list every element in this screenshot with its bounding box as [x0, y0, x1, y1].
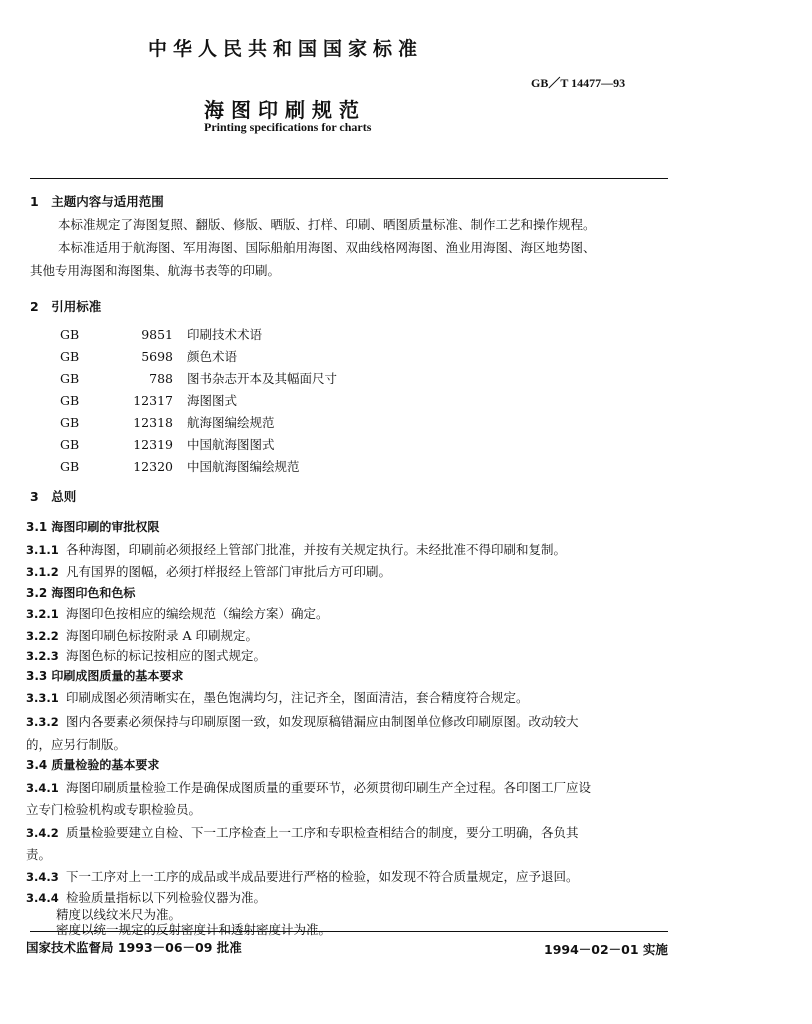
clause-3-4-4-line-1: 精度以线纹米尺为准。	[56, 907, 182, 922]
clause-text: 海图印刷质量检验工作是确保成图质量的重要环节，必须贯彻印刷生产全过程。各印图工厂应设	[65, 780, 591, 795]
clause-text: 海图印色按相应的编绘规范（编绘方案）确定。	[65, 606, 329, 621]
reference-code: GB	[60, 415, 80, 430]
clause-3-3-2	[26, 712, 579, 730]
reference-code: GB	[60, 459, 80, 474]
clause-text: 检验质量指标以下列检验仪器为准。	[65, 890, 266, 905]
clause-text: 印刷成图必须清晰实在，墨色饱满均匀，注记齐全，图面清洁，套合精度符合规定。	[65, 690, 529, 705]
clause-3-2-2	[26, 626, 258, 644]
bottom-divider	[30, 931, 668, 932]
issuing-authority: 中华人民共和国国家标准	[148, 38, 424, 60]
section-1-paragraph-2: 本标准适用于航海图、军用海图、国际船舶用海图、双曲线格网海图、渔业用海图、海区地势图、	[58, 240, 596, 255]
subsection-3-4-heading: 3.4 质量检验的基本要求	[26, 758, 160, 772]
clause-text: 海图印刷色标按附录 A 印刷规定。	[65, 628, 258, 643]
clause-number: 3.3.2	[26, 715, 59, 729]
reference-title: 中国航海图编绘规范	[187, 459, 300, 474]
clause-number: 3.4.3	[26, 870, 59, 884]
reference-item	[60, 435, 275, 453]
clause-text: 各种海图，印刷前必须报经上管部门批准，并按有关规定执行。未经批准不得印刷和复制。	[65, 542, 566, 557]
section-3-heading: 3 总则	[30, 489, 77, 504]
clause-3-4-1	[26, 778, 591, 796]
reference-title: 图书杂志开本及其幅面尺寸	[187, 371, 338, 386]
clause-number: 3.4.4	[26, 891, 59, 905]
section-1-heading: 1 主题内容与适用范围	[30, 194, 164, 209]
clause-number: 3.1.2	[26, 565, 59, 579]
clause-number: 3.3.1	[26, 691, 59, 705]
clause-text: 下一工序对上一工序的成品或半成品要进行严格的检验，如发现不符合质量规定，应予退回。	[65, 869, 579, 884]
reference-item	[60, 347, 237, 365]
clause-number: 3.1.1	[26, 543, 59, 557]
clause-text: 图内各要素必须保持与印刷原图一致，如发现原稿错漏应由制图单位修改印刷原图。改动较大	[65, 714, 579, 729]
reference-code: GB	[60, 327, 80, 342]
clause-3-4-1-cont: 立专门检验机构或专职检验员。	[26, 802, 202, 817]
clause-3-2-3	[26, 646, 266, 664]
reference-number: 788	[149, 371, 173, 386]
section-1-paragraph-1: 本标准规定了海图复照、翻版、修版、晒版、打样、印刷、晒图质量标准、制作工艺和操作规程。	[58, 217, 596, 232]
reference-item	[60, 457, 300, 475]
section-2-heading: 2 引用标准	[30, 299, 102, 314]
clause-number: 3.2.1	[26, 607, 59, 621]
reference-item	[60, 325, 262, 343]
reference-item	[60, 413, 275, 431]
reference-title: 中国航海图图式	[187, 437, 275, 452]
clause-text: 海图色标的标记按相应的图式规定。	[65, 648, 266, 663]
reference-code: GB	[60, 371, 80, 386]
clause-number: 3.2.2	[26, 629, 59, 643]
clause-text: 凡有国界的图幅，必须打样报经上管部门审批后方可印刷。	[65, 564, 391, 579]
reference-title: 颜色术语	[187, 349, 238, 364]
reference-number: 5698	[141, 349, 173, 364]
clause-3-1-1	[26, 540, 566, 558]
clause-text: 质量检验要建立自检、下一工序检查上一工序和专职检查相结合的制度，要分工明确，各负其	[65, 825, 579, 840]
reference-item	[60, 391, 237, 409]
subsection-3-1-heading: 3.1 海图印刷的审批权限	[26, 520, 160, 534]
clause-3-4-4	[26, 888, 266, 906]
top-divider	[30, 178, 668, 179]
reference-code: GB	[60, 437, 80, 452]
reference-item	[60, 369, 337, 387]
document-title: 海图印刷规范	[204, 98, 366, 122]
reference-number: 12319	[133, 437, 173, 452]
subsection-3-3-heading: 3.3 印刷成图质量的基本要求	[26, 669, 184, 683]
reference-code: GB	[60, 349, 80, 364]
approval-note: 国家技术监督局 1993－06－09 批准	[26, 940, 242, 955]
clause-3-3-2-cont: 的，应另行制版。	[26, 737, 127, 752]
implementation-date: 1994－02－01 实施	[544, 942, 668, 957]
reference-number: 9851	[141, 327, 173, 342]
clause-3-4-2-cont: 责。	[26, 847, 52, 862]
section-1-paragraph-2-cont: 其他专用海图和海图集、航海书表等的印刷。	[30, 263, 281, 278]
subsection-3-2-heading: 3.2 海图印色和色标	[26, 586, 136, 600]
reference-title: 海图图式	[187, 393, 238, 408]
standard-number: GB／T 14477—93	[531, 76, 626, 90]
clause-3-3-1	[26, 688, 529, 706]
clause-3-4-4-line-2: 密度以统一规定的反射密度计和透射密度计为准。	[56, 922, 332, 937]
clause-number: 3.4.1	[26, 781, 59, 795]
reference-number: 12320	[133, 459, 173, 474]
reference-number: 12317	[133, 393, 173, 408]
clause-3-2-1	[26, 604, 329, 622]
document-title-english: Printing specifications for charts	[204, 120, 372, 134]
reference-title: 印刷技术术语	[187, 327, 263, 342]
clause-3-4-2	[26, 823, 579, 841]
reference-code: GB	[60, 393, 80, 408]
clause-number: 3.4.2	[26, 826, 59, 840]
reference-title: 航海图编绘规范	[187, 415, 275, 430]
reference-number: 12318	[133, 415, 173, 430]
clause-3-1-2	[26, 562, 391, 580]
clause-3-4-3	[26, 867, 579, 885]
clause-number: 3.2.3	[26, 649, 59, 663]
